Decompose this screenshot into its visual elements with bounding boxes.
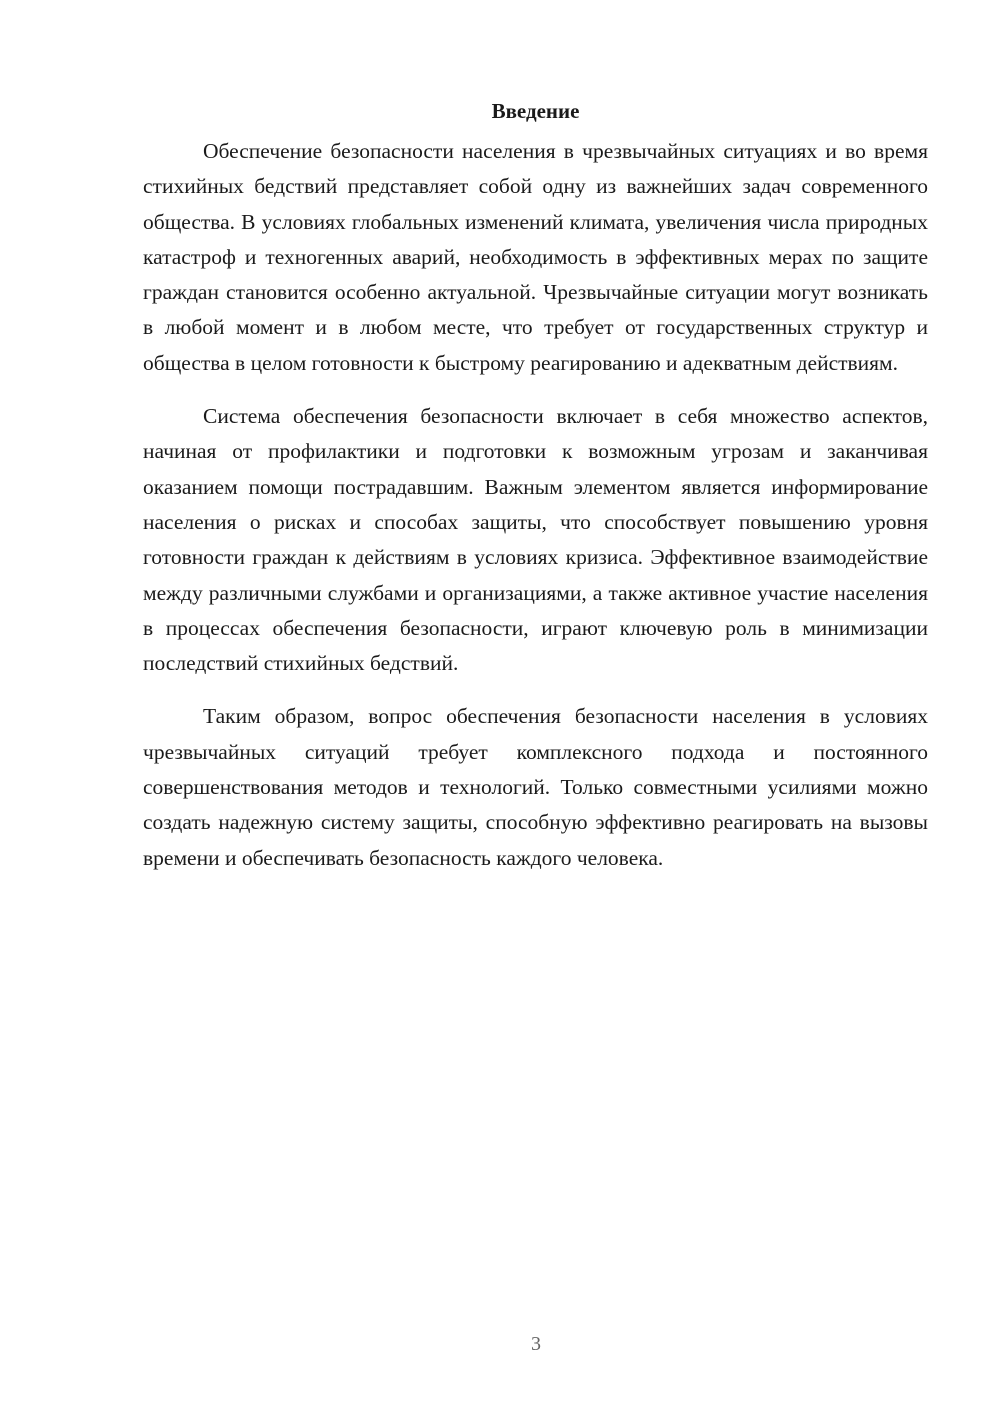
paragraph-3: Таким образом, вопрос обеспечения безопасности населения в условиях чрезвычайных ситуаций требует комплексного подхода и постоянного совершенствования методов и технологий. Только совместными усилиями можно создать надежную систему защиты, способную эффективно реагировать на вызовы времени и обеспечивать безопасность каждого человека. bbox=[143, 704, 928, 870]
section-title: Введение bbox=[491, 99, 580, 123]
page-number: 3 bbox=[531, 1333, 541, 1355]
paragraph-2: Система обеспечения безопасности включает в себя множество аспектов, начиная от профилактики и подготовки к возможным угрозам и заканчивая оказанием помощи пострадавшим. Важным элементом является информирование населения о рисках и способах защиты, что способствует повышению уровня готовности граждан к действиям в условиях кризиса. Эффективное взаимодействие между различными службами и организациями, а также активное участие населения в процессах обеспечения безопасности, играют ключевую роль в минимизации последствий стихийных бедствий. bbox=[143, 404, 928, 676]
paragraph-1: Обеспечение безопасности населения в чрезвычайных ситуациях и во время стихийных бедствий представляет собой одну из важнейших задач современного общества. В условиях глобальных изменений климата, увеличения числа природных катастроф и техногенных аварий, необходимость в эффективных мерах по защите граждан становится особенно актуальной. Чрезвычайные ситуации могут возникать в любой момент и в любом месте, что требует от государственных структур и общества в целом готовности к быстрому реагированию и адекватным действиям. bbox=[143, 139, 928, 375]
page-content bbox=[143, 96, 928, 894]
